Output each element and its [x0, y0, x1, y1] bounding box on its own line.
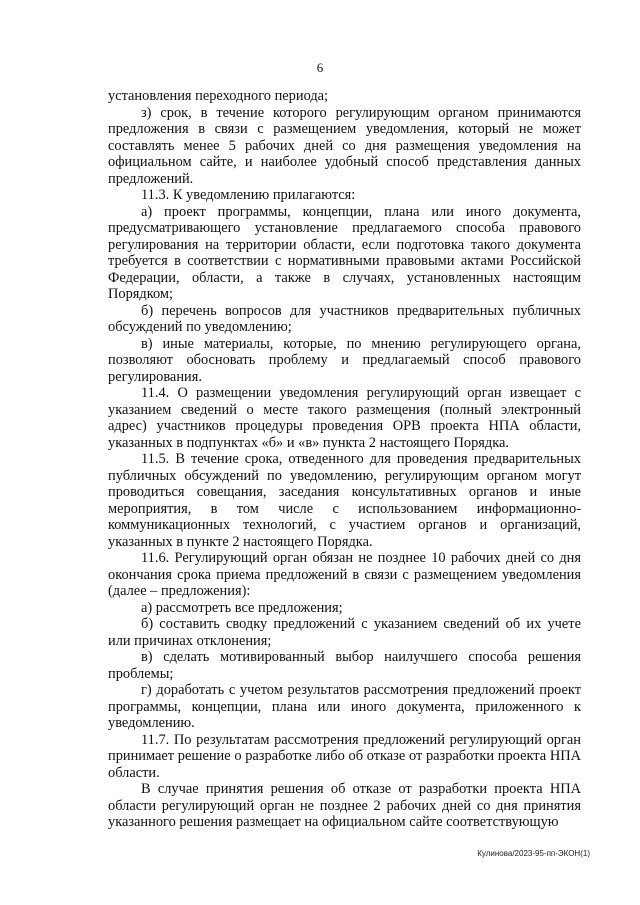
paragraph: 11.4. О размещении уведомления регулирующий орган извещает с указанием сведений о месте такого размещения (полный электронный адрес) участников процедуры проведения ОРВ проекта НПА области, указанных в подпунктах «б» и «в» пункта 2 настоящего Порядка. [108, 385, 581, 451]
page-number: 6 [316, 60, 324, 75]
paragraph: б) перечень вопросов для участников предварительных публичных обсуждений по уведомлению; [108, 302, 581, 335]
paragraph: 11.7. По результатам рассмотрения предложений регулирующий орган принимает решение о разработке либо об отказе от разработки проекта НПА области. [108, 731, 581, 781]
paragraph: 11.3. К уведомлению прилагаются: [141, 187, 356, 203]
document-footer: Кулинова/2023-95-пп-ЭКОН(1) [477, 849, 590, 858]
paragraph: установления переходного периода; [108, 88, 329, 104]
paragraph: В случае принятия решения об отказе от разработки проекта НПА области регулирующий орган не позднее 2 рабочих дней со дня принятия указанного решения размещает на официальном сайте соответствующую [108, 781, 581, 830]
paragraph: в) иные материалы, которые, по мнению регулирующего органа, позволяют обосновать проблему и предлагаемый способ правового регулирования. [108, 335, 581, 385]
document-body [108, 88, 581, 831]
paragraph: в) сделать мотивированный выбор наилучшего способа решения проблемы; [108, 649, 581, 682]
paragraph: з) срок, в течение которого регулирующим органом принимаются предложения в связи с размещением уведомления, который не может составлять менее 5 рабочих дней со дня размещения уведомления на официальном сайте, и наиболее удобный способ представления данных предложений. [108, 104, 581, 187]
paragraph: б) составить сводку предложений с указанием сведений об их учете или причинах отклонения; [108, 616, 581, 649]
paragraph: а) рассмотреть все предложения; [141, 599, 343, 616]
paragraph: а) проект программы, концепции, плана или иного документа, предусматривающего установление предлагаемого способа правового регулирования на территории области, если подготовка такого документа требуется в соответствии с нормативными правовыми актами Российской Федерации, области, а также в случаях, установленных настоящим Порядком; [108, 203, 581, 302]
paragraph: 11.5. В течение срока, отведенного для проведения предварительных публичных обсуждений по уведомлению, регулирующим органом могут проводиться совещания, заседания консультативных органов и иные мероприятия, в том числе с использованием информационно-коммуникационных технологий, с участием органов и организаций, указанных в пункте 2 настоящего Порядка. [108, 451, 581, 550]
paragraph: 11.6. Регулирующий орган обязан не позднее 10 рабочих дней со дня окончания срока приема предложений в связи с размещением уведомления (далее – предложения): [108, 550, 581, 599]
paragraph: г) доработать с учетом результатов рассмотрения предложений проект программы, концепции, плана или иного документа, приложенного к уведомлению. [108, 682, 581, 731]
